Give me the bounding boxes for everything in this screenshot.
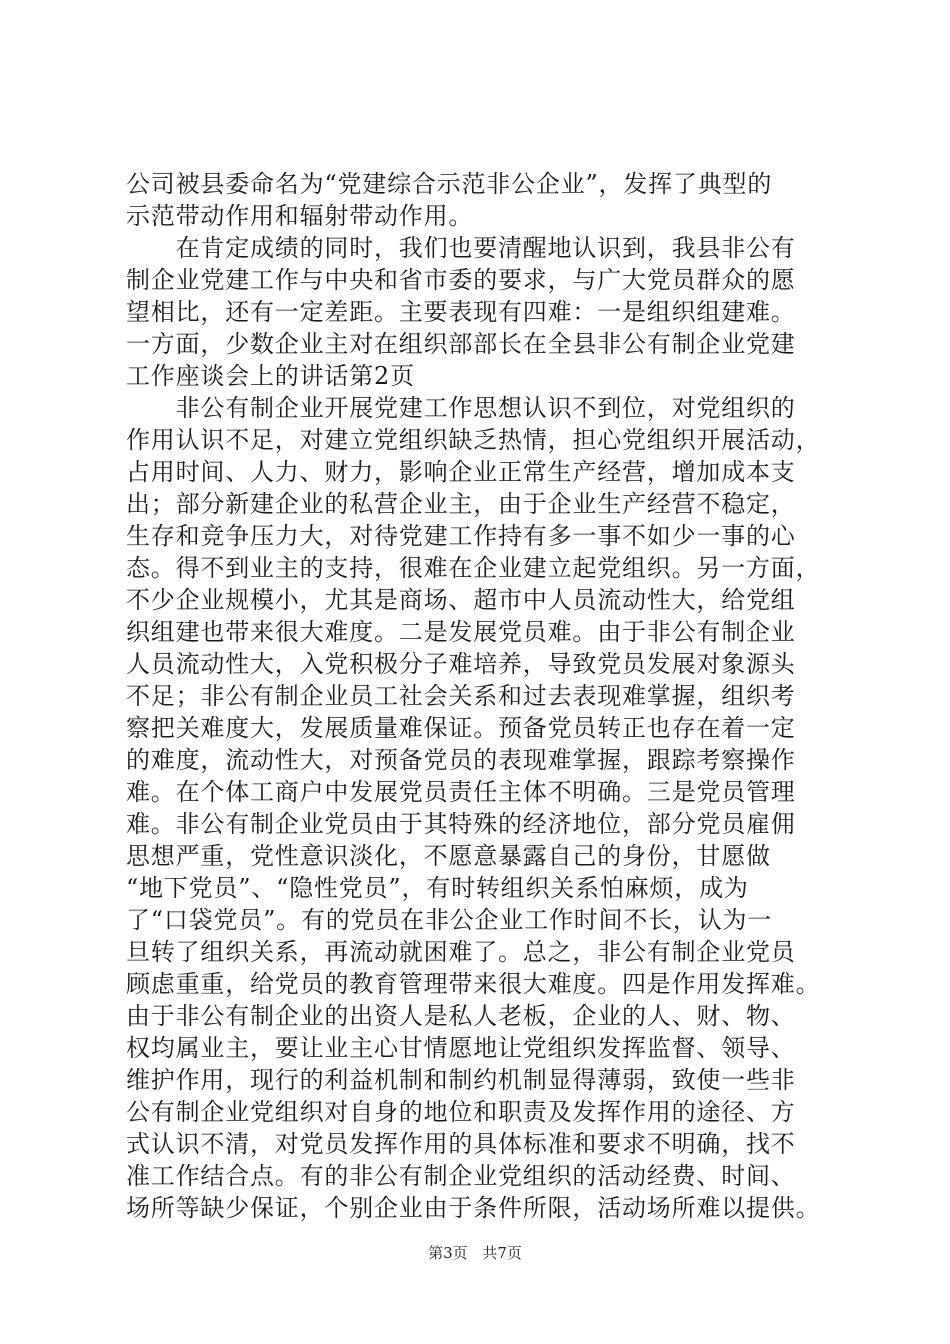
text-line: 制企业党建工作与中央和省市委的要求，与广大党员群众的愿 bbox=[126, 266, 796, 294]
text-line: 由于非公有制企业的出资人是私人老板，企业的人、财、物、 bbox=[126, 1002, 796, 1030]
text-line: 难。在个体工商户中发展党员责任主体不明确。三是党员管理 bbox=[126, 778, 796, 806]
text-line: 不足；非公有制企业员工社会关系和过去表现难掌握，组织考 bbox=[126, 682, 796, 710]
text-line: 工作座谈会上的讲话第2页 bbox=[126, 362, 415, 390]
text-line: 场所等缺少保证，个别企业由于条件所限，活动场所难以提供。 bbox=[126, 1194, 821, 1222]
text-line: “地下党员”、“隐性党员”，有时转组织关系怕麻烦，成为 bbox=[126, 874, 749, 902]
text-line: 维护作用，现行的利益机制和制约机制显得薄弱，致使一些非 bbox=[126, 1066, 796, 1094]
text-line: 作用认识不足，对建立党组织缺乏热情，担心党组织开展活动， bbox=[126, 426, 821, 454]
text-line: 一方面，少数企业主对在组织部部长在全县非公有制企业党建 bbox=[126, 330, 796, 358]
text-line: 出；部分新建企业的私营企业主，由于企业生产经营不稳定， bbox=[126, 490, 796, 518]
text-line: 公司被县委命名为“党建综合示范非公企业”，发挥了典型的 bbox=[126, 170, 773, 198]
text-line: 难。非公有制企业党员由于其特殊的经济地位，部分党员雇佣 bbox=[126, 810, 796, 838]
text-line: 顾虑重重，给党员的教育管理带来很大难度。四是作用发挥难。 bbox=[126, 970, 821, 998]
text-line: 思想严重，党性意识淡化，不愿意暴露自己的身份，甘愿做 bbox=[126, 842, 771, 870]
text-line: 织组建也带来很大难度。二是发展党员难。由于非公有制企业 bbox=[126, 618, 796, 646]
page-number: 第3页 bbox=[428, 1244, 468, 1262]
text-line: 生存和竞争压力大，对待党建工作持有多一事不如少一事的心 bbox=[126, 522, 796, 550]
text-line: 望相比，还有一定差距。主要表现有四难：一是组织组建难。 bbox=[126, 298, 796, 326]
text-line: 察把关难度大，发展质量难保证。预备党员转正也存在着一定 bbox=[126, 714, 796, 742]
page-total: 共7页 bbox=[482, 1244, 522, 1262]
text-line: 非公有制企业开展党建工作思想认识不到位，对党组织的 bbox=[126, 394, 796, 422]
text-line: 公有制企业党组织对自身的地位和职责及发挥作用的途径、方 bbox=[126, 1098, 796, 1126]
text-line: 示范带动作用和辐射带动作用。 bbox=[126, 202, 474, 230]
text-line: 旦转了组织关系，再流动就困难了。总之，非公有制企业党员 bbox=[126, 938, 796, 966]
text-line: 人员流动性大，入党积极分子难培养，导致党员发展对象源头 bbox=[126, 650, 796, 678]
text-line: 在肯定成绩的同时，我们也要清醒地认识到，我县非公有 bbox=[126, 234, 796, 262]
text-line: 不少企业规模小，尤其是商场、超市中人员流动性大，给党组 bbox=[126, 586, 796, 614]
text-line: 权均属业主，要让业主心甘情愿地让党组织发挥监督、领导、 bbox=[126, 1034, 796, 1062]
text-line: 占用时间、人力、财力，影响企业正常生产经营，增加成本支 bbox=[126, 458, 796, 486]
text-line: 的难度，流动性大，对预备党员的表现难掌握，跟踪考察操作 bbox=[126, 746, 796, 774]
body-text bbox=[126, 168, 836, 1224]
text-line: 态。得不到业主的支持，很难在企业建立起党组织。另一方面， bbox=[126, 554, 821, 582]
text-line: 准工作结合点。有的非公有制企业党组织的活动经费、时间、 bbox=[126, 1162, 796, 1190]
text-line: 了“口袋党员”。有的党员在非公企业工作时间不长，认为一 bbox=[126, 906, 773, 934]
page-footer bbox=[0, 1243, 950, 1263]
text-line: 式认识不清，对党员发挥作用的具体标准和要求不明确，找不 bbox=[126, 1130, 796, 1158]
